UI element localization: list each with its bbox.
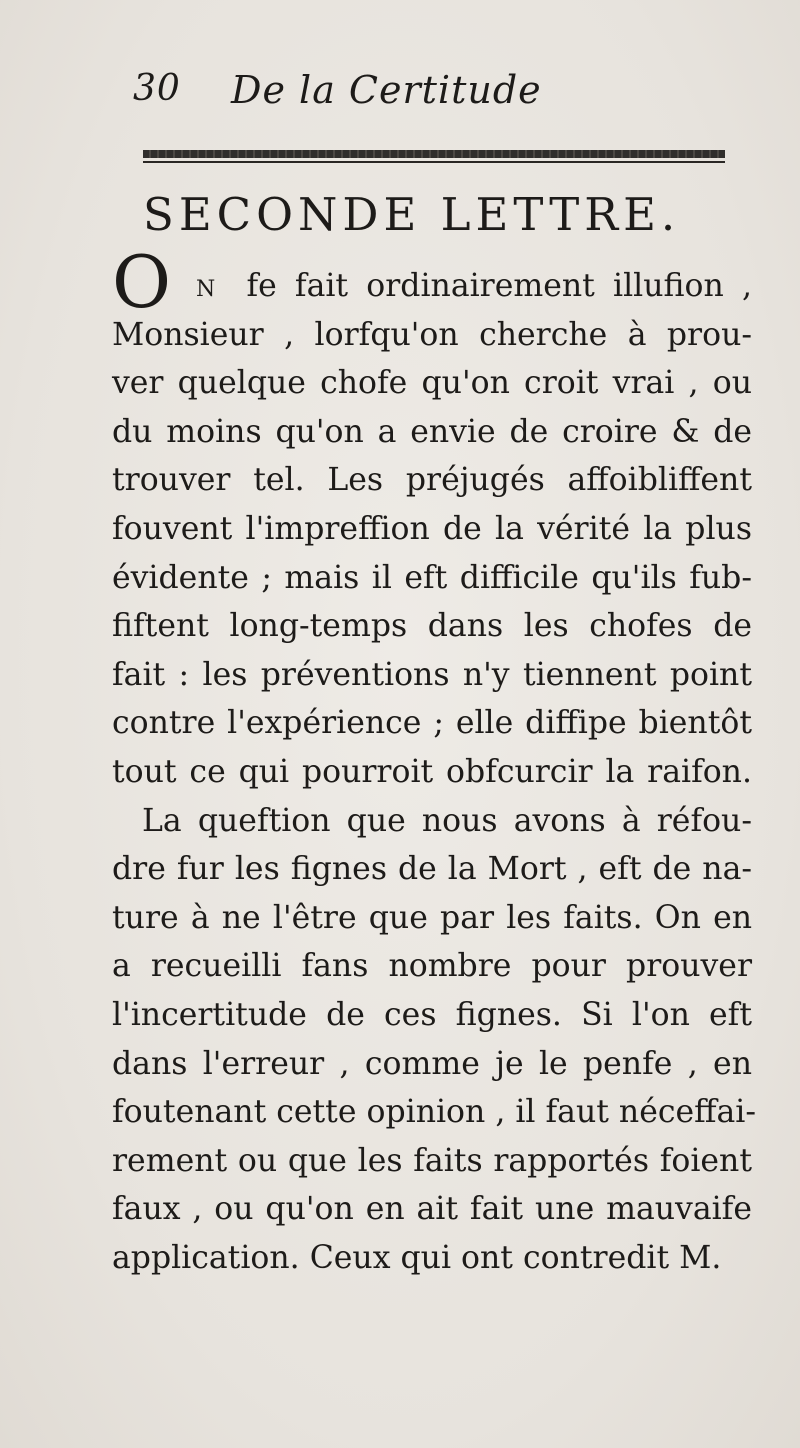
thin-rule xyxy=(143,161,725,163)
text-line: trouver tel. Les préjugés affoibliffent xyxy=(112,462,752,499)
text-line: contre l'expérience ; elle diffipe bientôt xyxy=(112,705,752,742)
text-line: foutenant cette opinion , il faut néceffai- xyxy=(112,1094,756,1131)
text-line: La queftion que nous avons à réfou- xyxy=(142,802,752,839)
text-line: du moins qu'on a envie de croire & de xyxy=(112,413,752,450)
text-line: dans l'erreur , comme je le penfe , en xyxy=(112,1045,752,1082)
text-line: fouvent l'impreffion de la vérité la plus xyxy=(112,510,752,547)
text-line: évidente ; mais il eft difficile qu'ils fub- xyxy=(112,559,752,596)
text-line: fe fait ordinairement illufion , xyxy=(246,268,752,304)
text-line: l'incertitude de ces fignes. Si l'on eft xyxy=(112,996,752,1033)
text-line: faux , ou qu'on en ait fait une mauvaife xyxy=(112,1191,752,1228)
page-number: 30 xyxy=(133,68,181,109)
text-line: tout ce qui pourroit obfcurcir la raifon. xyxy=(112,753,752,790)
text-line: fait : les préventions n'y tiennent point xyxy=(112,656,752,693)
first-line xyxy=(112,240,752,324)
text-line: ver quelque chofe qu'on croit vrai , ou xyxy=(112,365,752,402)
letter-title: SECONDE LETTRE. xyxy=(143,188,681,241)
text-line: Monsieur , lorfqu'on cherche à prou- xyxy=(112,316,752,353)
running-head: De la Certitude xyxy=(231,68,542,112)
text-line: fiftent long-temps dans les chofes de xyxy=(112,608,752,645)
text-line: dre fur les fignes de la Mort , eft de na- xyxy=(112,851,752,888)
body-text xyxy=(112,240,756,1282)
text-line: a recueilli fans nombre pour prouver xyxy=(112,948,752,985)
first-word-rest: N xyxy=(196,277,217,302)
text-line: application. Ceux qui ont contredit M. xyxy=(112,1239,722,1276)
drop-cap: O xyxy=(112,240,172,324)
text-line: rement ou que les faits rapportés foient xyxy=(112,1142,752,1179)
page-header xyxy=(133,68,733,118)
text-line: ture à ne l'être que par les faits. On en xyxy=(112,899,752,936)
ornamental-rule xyxy=(143,150,725,158)
